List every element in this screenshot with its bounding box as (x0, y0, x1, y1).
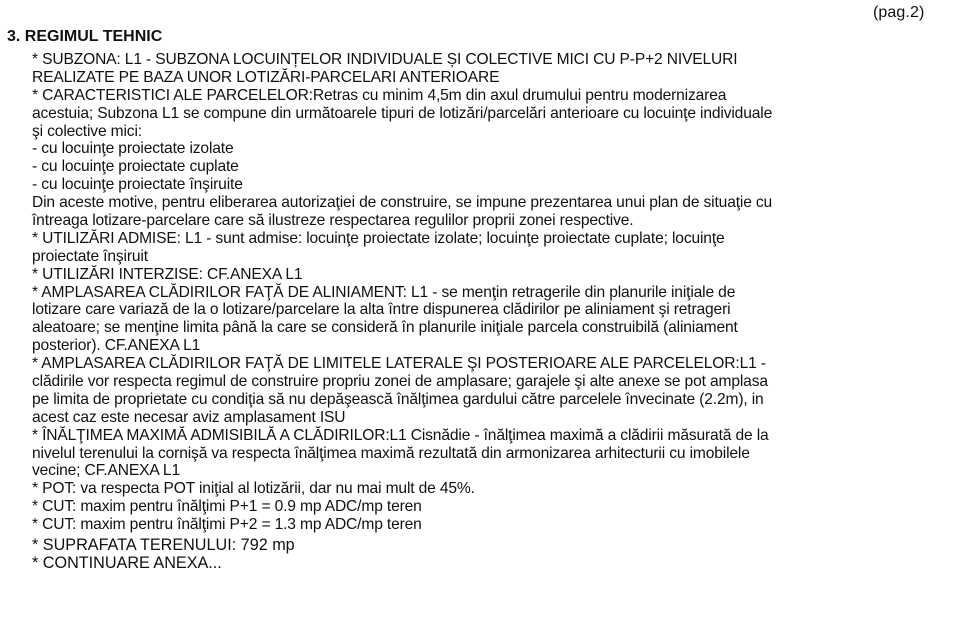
text-line: - cu locuinţe proiectate înşiruite (32, 176, 243, 194)
text-line: pe limita de proprietate cu condiţia să nu depăşească înălţimea gardului către parcelele învecinate (2.2m), in (32, 390, 764, 408)
text-line: * SUBZONA: L1 - SUBZONA LOCUINȚELOR INDIVIDUALE ȘI COLECTIVE MICI CU P-P+2 NIVELURI (32, 51, 738, 68)
text-line: - cu locuinţe proiectate izolate (32, 140, 234, 158)
text-line: - cu locuinţe proiectate cuplate (32, 158, 239, 176)
text-line: clădirile vor respecta regimul de construire propriu zonei de amplasare; garajele şi alte anexe se pot amplasa (32, 373, 768, 391)
text-line: proiectate înşiruit (32, 247, 148, 265)
text-line: aleatoare; se menţine limita până la care se consideră în planurile iniţiale parcela construibilă (aliniament (32, 319, 738, 337)
page-number: (pag.2) (873, 4, 925, 21)
text-line: acest caz este necesar aviz amplasament ISU (32, 408, 346, 426)
text-line: Din aceste motive, pentru eliberarea autorizaţiei de construire, se impune prezentarea unui plan de situaţie cu (32, 194, 773, 212)
text-line: * CUT: maxim pentru înălţimi P+1 = 0.9 mp ADC/mp teren (32, 498, 422, 516)
land-area-line: * SUPRAFATA TERENULUI: 792 mp (32, 536, 295, 554)
continuation-line: * CONTINUARE ANEXA... (32, 554, 222, 572)
text-line: * CUT: maxim pentru înălţimi P+2 = 1.3 mp ADC/mp teren (32, 516, 422, 534)
text-line: * POT: va respecta POT iniţial al lotizării, dar nu mai mult de 45%. (32, 480, 475, 498)
section-title: 3. REGIMUL TEHNIC (7, 28, 163, 45)
text-line: acestuia; Subzona L1 se compune din următoarele tipuri de lotizări/parcelări anterioare cu locuinţe individuale (32, 104, 773, 122)
text-line: posterior). CF.ANEXA L1 (32, 337, 201, 355)
text-line: * UTILIZĂRI ADMISE: L1 - sunt admise: locuinţe proiectate izolate; locuinţe proiectate cuplate; locuinţe (32, 229, 725, 247)
text-line: vecine; CF.ANEXA L1 (32, 462, 180, 480)
text-line: * CARACTERISTICI ALE PARCELELOR:Retras cu minim 4,5m din axul drumului pentru modernizarea (32, 86, 727, 104)
text-line: lotizare care variază de la o lotizare/parcelare la alta între dispunerea clădirilor pe aliniament şi retrageri (32, 301, 731, 319)
text-line: REALIZATE PE BAZA UNOR LOTIZĂRI-PARCELARI ANTERIOARE (32, 68, 500, 86)
text-line: nivelul terenului la cornişă va respecta înălţimea maximă rezultată din armonizarea arhitecturii cu imobilele (32, 444, 750, 462)
document-body (32, 51, 962, 534)
text-line: * AMPLASAREA CLĂDIRILOR FAŢĂ DE LIMITELE LATERALE ŞI POSTERIOARE ALE PARCELELOR:L1 - (32, 355, 766, 373)
text-line: şi colective mici: (32, 122, 142, 140)
text-line: întreaga lotizare-parcelare care să ilustreze respectarea regulilor proprii zonei respective. (32, 212, 634, 230)
text-line: * AMPLASAREA CLĂDIRILOR FAŢĂ DE ALINIAMENT: L1 - se menţin retragerile din planurile iniţiale de (32, 283, 736, 301)
text-line: * UTILIZĂRI INTERZISE: CF.ANEXA L1 (32, 265, 303, 283)
text-line: * ÎNĂLŢIMEA MAXIMĂ ADMISIBILĂ A CLĂDIRILOR:L1 Cisnădie - înălţimea maximă a clădirii măsurată de la (32, 426, 769, 444)
